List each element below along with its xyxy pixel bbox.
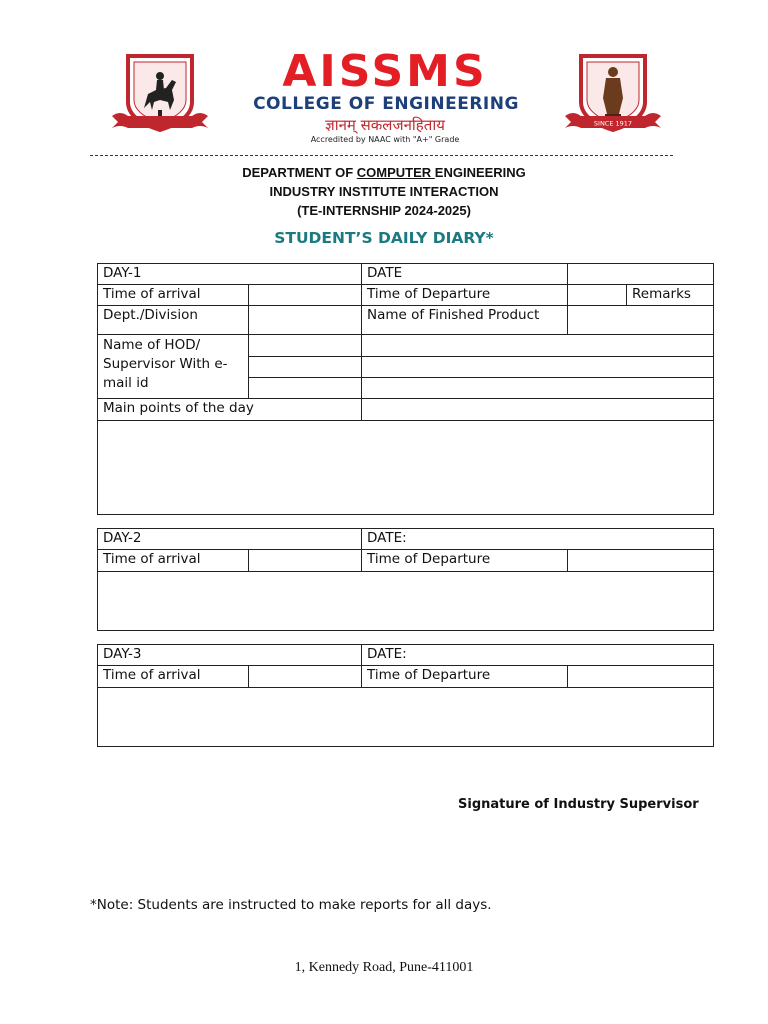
day1-remarks-label: Remarks: [627, 285, 714, 306]
department-line: [0, 165, 768, 180]
day1-hod-label: Name of HOD/ Supervisor With e-mail id: [98, 335, 249, 399]
day1-table: [97, 263, 714, 515]
accreditation-text: Accredited by NAAC with "A+" Grade: [310, 135, 460, 144]
signature-label: Signature of Industry Supervisor: [458, 797, 699, 812]
day2-arrival-label: Time of arrival: [98, 550, 249, 572]
day3-departure-label: Time of Departure: [362, 666, 568, 688]
page-title: STUDENT’S DAILY DIARY*: [274, 229, 494, 247]
day1-arrival-label: Time of arrival: [98, 285, 249, 306]
department-suffix: ENGINEERING: [434, 165, 526, 180]
header-divider: [90, 155, 673, 156]
day1-hod-detail-1[interactable]: [362, 335, 714, 357]
day1-main-points-label: Main points of the day: [98, 399, 362, 421]
day1-label: DAY-1: [98, 264, 362, 285]
day1-hod-detail-2[interactable]: [362, 357, 714, 378]
footer-address: 1, Kennedy Road, Pune-411001: [294, 960, 474, 975]
day1-product-label: Name of Finished Product: [362, 306, 568, 335]
day2-table: [97, 528, 714, 631]
day3-label: DAY-3: [98, 645, 362, 666]
day1-product-field[interactable]: [568, 306, 714, 335]
day1-dept-field[interactable]: [249, 306, 362, 335]
day1-main-points-field[interactable]: [362, 399, 714, 421]
day1-hod-detail-3[interactable]: [362, 378, 714, 399]
college-emblem-right: [563, 50, 663, 134]
interaction-line: INDUSTRY INSTITUTE INTERACTION: [269, 184, 499, 199]
day3-arrival-label: Time of arrival: [98, 666, 249, 688]
day2-departure-label: Time of Departure: [362, 550, 568, 572]
college-motto: ज्ञानम् सकलजनहिताय: [325, 116, 445, 134]
statue-emblem-icon: [563, 50, 663, 134]
day2-label: DAY-2: [98, 529, 362, 550]
day3-date-label: DATE:: [362, 645, 714, 666]
day2-arrival-field[interactable]: [249, 550, 362, 572]
institute-name: AISSMS: [282, 46, 488, 97]
day2-date-label: DATE:: [362, 529, 714, 550]
day1-dept-label: Dept./Division: [98, 306, 249, 335]
day1-arrival-field[interactable]: [249, 285, 362, 306]
college-emblem-left: [110, 50, 210, 134]
day1-hod-field-2[interactable]: [249, 357, 362, 378]
shivaji-equestrian-emblem-icon: [110, 50, 210, 134]
note-text: *Note: Students are instructed to make reports for all days.: [90, 897, 492, 913]
department-prefix: DEPARTMENT OF: [242, 165, 357, 180]
day1-notes-area[interactable]: [98, 421, 714, 515]
internship-line: (TE-INTERNSHIP 2024-2025): [297, 203, 471, 218]
day3-notes-area[interactable]: [98, 688, 714, 747]
day2-departure-field[interactable]: [568, 550, 714, 572]
day1-hod-field-3[interactable]: [249, 378, 362, 399]
day3-arrival-field[interactable]: [249, 666, 362, 688]
day1-departure-field[interactable]: [568, 285, 627, 306]
day2-notes-area[interactable]: [98, 572, 714, 631]
day1-departure-label: Time of Departure: [362, 285, 568, 306]
day3-departure-field[interactable]: [568, 666, 714, 688]
college-name: COLLEGE OF ENGINEERING: [253, 94, 519, 114]
day1-hod-field-1[interactable]: [249, 335, 362, 357]
day1-date-field[interactable]: [568, 264, 714, 285]
department-name: COMPUTER: [356, 165, 435, 180]
day3-table: [97, 644, 714, 747]
emblem-since-text: SINCE 1917: [593, 119, 633, 128]
day1-date-label: DATE: [362, 264, 568, 285]
